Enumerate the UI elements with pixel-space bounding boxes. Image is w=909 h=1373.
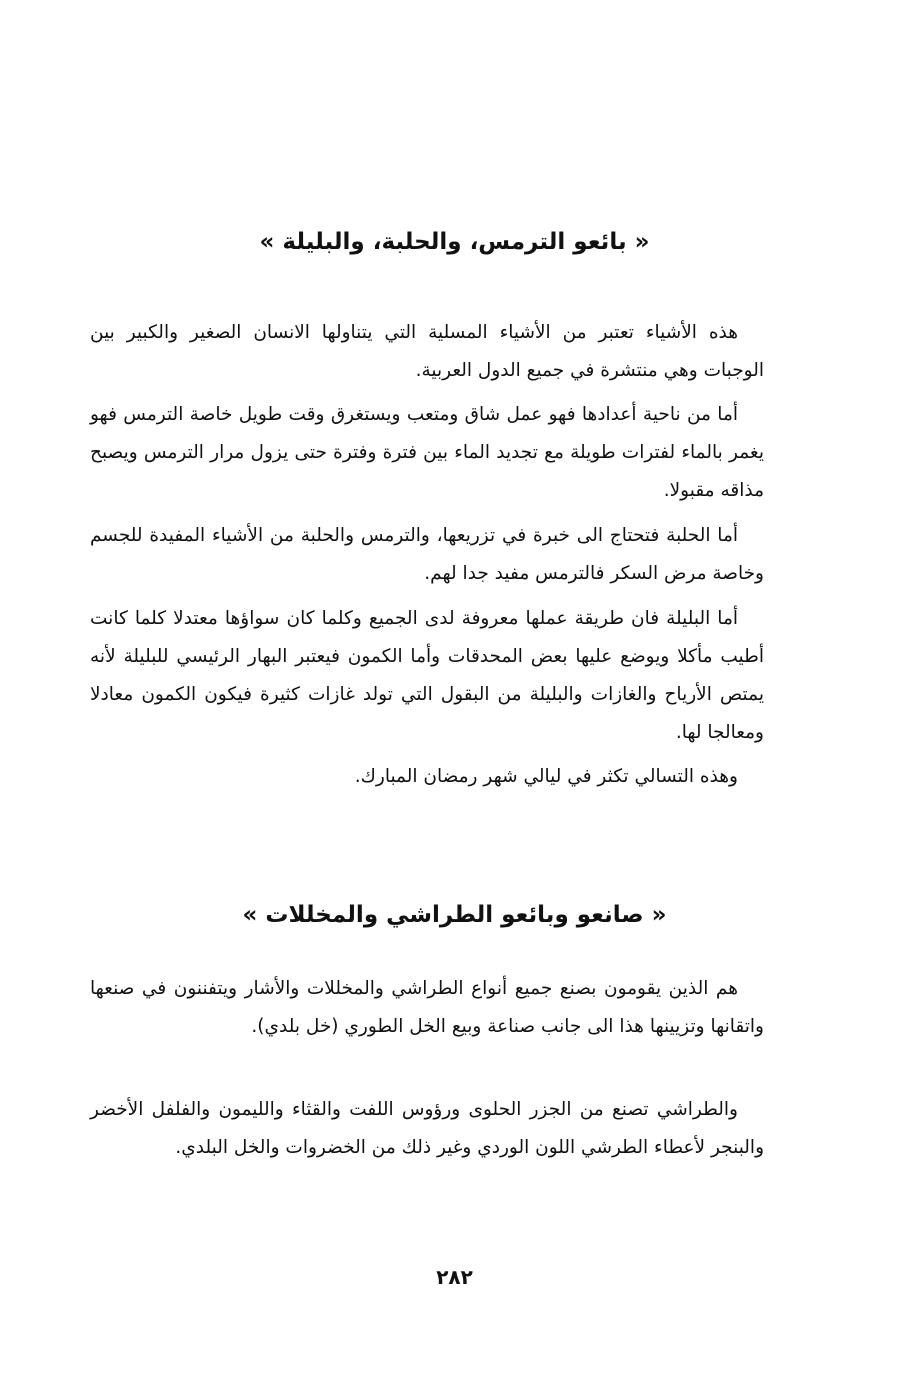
page-number: ٢٨٢	[436, 1265, 473, 1289]
section-title-lupini-vendors: « بائعو الترمس، والحلبة، والبليلة »	[259, 229, 650, 255]
section-title-pickle-makers: « صانعو وبائعو الطراشي والمخللات »	[242, 902, 667, 928]
paragraph-intro: هذه الأشياء تعتبر من الأشياء المسلية التي يتناولها الانسان الصغير والكبير بين الوجبات وهي منتشرة في جميع الدول العربية.	[90, 322, 764, 381]
paragraph-balila: أما البليلة فان طريقة عملها معروفة لدى الجميع وكلما كان سواؤها معتدلا كلما كانت أطيب مأكلا ويوضع عليها بعض المحدقات وأما الكمون فيعتبر البهار الرئيسي للبليلة لأنه يمتص الأرياح والغازات والبليلة من البقول التي تولد غازات كثيرة فيكون الكمون معادلا ومعالجا لها.	[90, 608, 764, 743]
paragraph-fenugreek: أما الحلبة فتحتاج الى خبرة في تزريعها، والترمس والحلبة من الأشياء المفيدة للجسم وخاصة مرض السكر فالترمس مفيد جدا لهم.	[90, 525, 764, 584]
paragraph-pickle-makers: هم الذين يقومون بصنع جميع أنواع الطراشي والمخللات والأشار ويتفننون في صنعها واتقانها وتزيينها هذا الى جانب صناعة وبيع الخل الطوري (خل بلدي).	[90, 978, 764, 1037]
paragraph-preparation: أما من ناحية أعدادها فهو عمل شاق ومتعب ويستغرق وقت طويل خاصة الترمس فهو يغمر بالماء لفترات طويلة مع تجديد الماء بين فترة وفترة حتى يزول مرار الترمس ويصبح مذاقه مقبولا.	[90, 404, 764, 501]
paragraph-pickle-ingredients: والطراشي تصنع من الجزر الحلوى ورؤوس اللفت والقثاء والليمون والفلفل الأخضر والبنجر لأعطاء الطرشي اللون الوردي وغير ذلك من الخضروات والخل البلدي.	[90, 1099, 764, 1158]
paragraph-ramadan: وهذه التسالي تكثر في ليالي شهر رمضان المبارك.	[354, 766, 738, 787]
